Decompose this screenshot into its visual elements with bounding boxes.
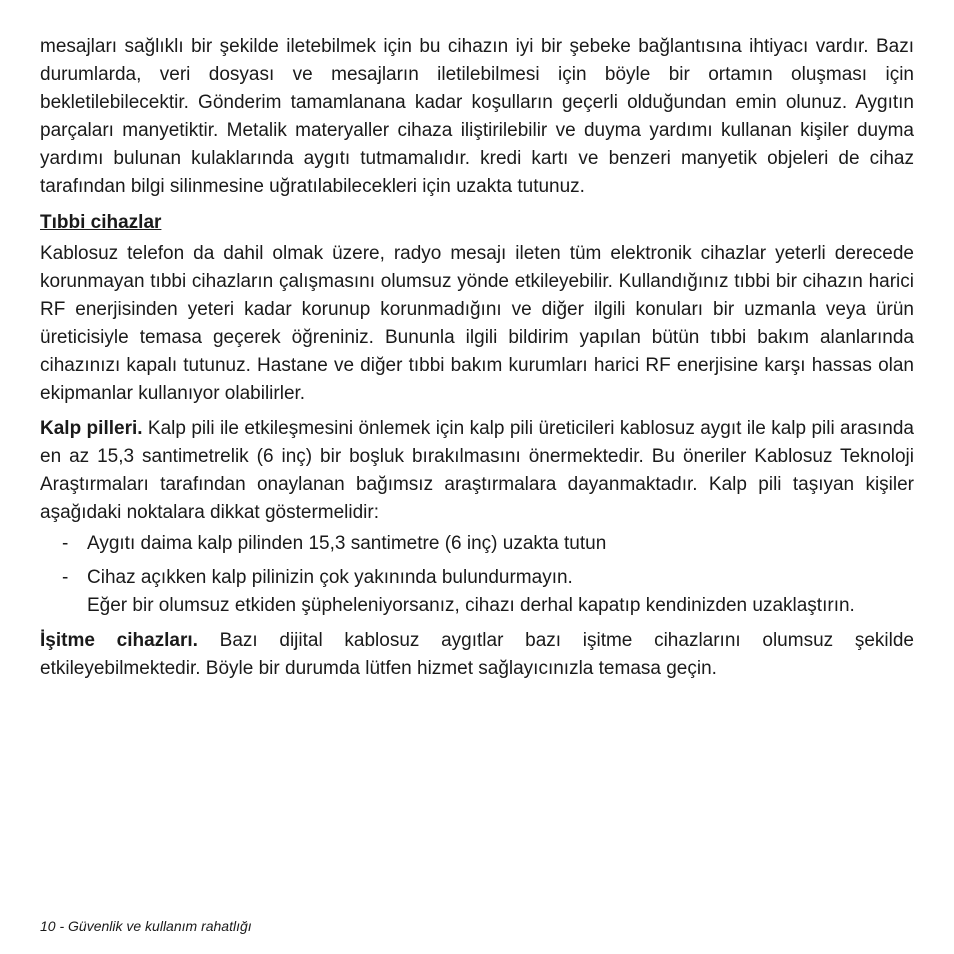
pacemaker-bullet-list — [40, 530, 914, 620]
bullet-text: Aygıtı daima kalp pilinden 15,3 santimetre (6 inç) uzakta tutun — [87, 533, 607, 554]
bullet-dash: - — [62, 567, 69, 588]
hearing-aids-lead: İşitme cihazları. — [40, 630, 198, 651]
section-heading-medical-devices: Tıbbi cihazlar — [40, 212, 162, 233]
page-footer: 10 - Güvenlik ve kullanım rahatlığı — [40, 918, 252, 934]
document-body — [40, 33, 914, 683]
pacemaker-text: Kalp pili ile etkileşmesini önlemek için kalp pili üreticileri kablosuz aygıt ile kalp pili arasında en az 15,3 santimetrelik (6 inç) bir boşluk bırakılmasını önermektedir. Bu öneriler Kablosuz Teknoloji Araştırmaları tarafından onaylanan bağımsız araştırmalara dayanmaktadır. Kalp pili taşıyan kişiler aşağıdaki noktalara dikkat göstermelidir: — [40, 418, 914, 523]
hearing-aids-text: Bazı dijital kablosuz aygıtlar bazı işitme cihazlarını olumsuz şekilde etkileyebilmektedir. Böyle bir durumda lütfen hizmet sağlayıcınızla temasa geçin. — [40, 630, 914, 679]
pacemaker-lead: Kalp pilleri. — [40, 418, 143, 439]
medical-devices-paragraph: Kablosuz telefon da dahil olmak üzere, radyo mesajı ileten tüm elektronik cihazlar yeterli derecede korunmayan tıbbi cihazların çalışmasını olumsuz yönde etkileyebilir. Kullandığınız tıbbi bir cihazın harici RF enerjisinden yeteri kadar korunup korunmadığını ve diğer ilgili konuları bir uzmanla veya ürün üreticisiyle temasa geçerek öğreniniz. Bununla ilgili bildirim yapılan bütün tıbbi bakım alanlarında cihazınızı kapalı tutunuz. Hastane ve diğer tıbbi bakım kurumları harici RF enerjisine karşı hassas olan ekipmanlar kullanıyor olabilirler. — [40, 243, 914, 404]
hearing-aids-paragraph — [40, 627, 914, 683]
bullet-text: Cihaz açıkken kalp pilinizin çok yakınında bulundurmayın. — [87, 567, 573, 588]
list-item — [40, 530, 914, 558]
bullet-dash: - — [62, 533, 69, 554]
list-item — [40, 564, 914, 620]
intro-paragraph: mesajları sağlıklı bir şekilde iletebilmek için bu cihazın iyi bir şebeke bağlantısına ihtiyacı vardır. Bazı durumlarda, veri dosyası ve mesajların iletilebilmesi için böyle bir ortamın oluşması için bekletilebilecektir. Gönderim tamamlanana kadar koşulların geçerli olduğundan emin olunuz. Aygıtın parçaları manyetiktir. Metalik materyaller cihaza iliştirilebilir ve duyma yardımı kullanan kişiler duyma yardımı bulunan kulaklarında aygıtı tutmamalıdır. kredi kartı ve benzeri manyetik objeleri de cihaz tarafından bilgi silinmesine uğratılabilecekleri için uzakta tutunuz. — [40, 36, 914, 197]
bullet-text-continuation: Eğer bir olumsuz etkiden şüpheleniyorsanız, cihazı derhal kapatıp kendinizden uzaklaştırın. — [87, 595, 855, 616]
pacemaker-paragraph — [40, 415, 914, 527]
